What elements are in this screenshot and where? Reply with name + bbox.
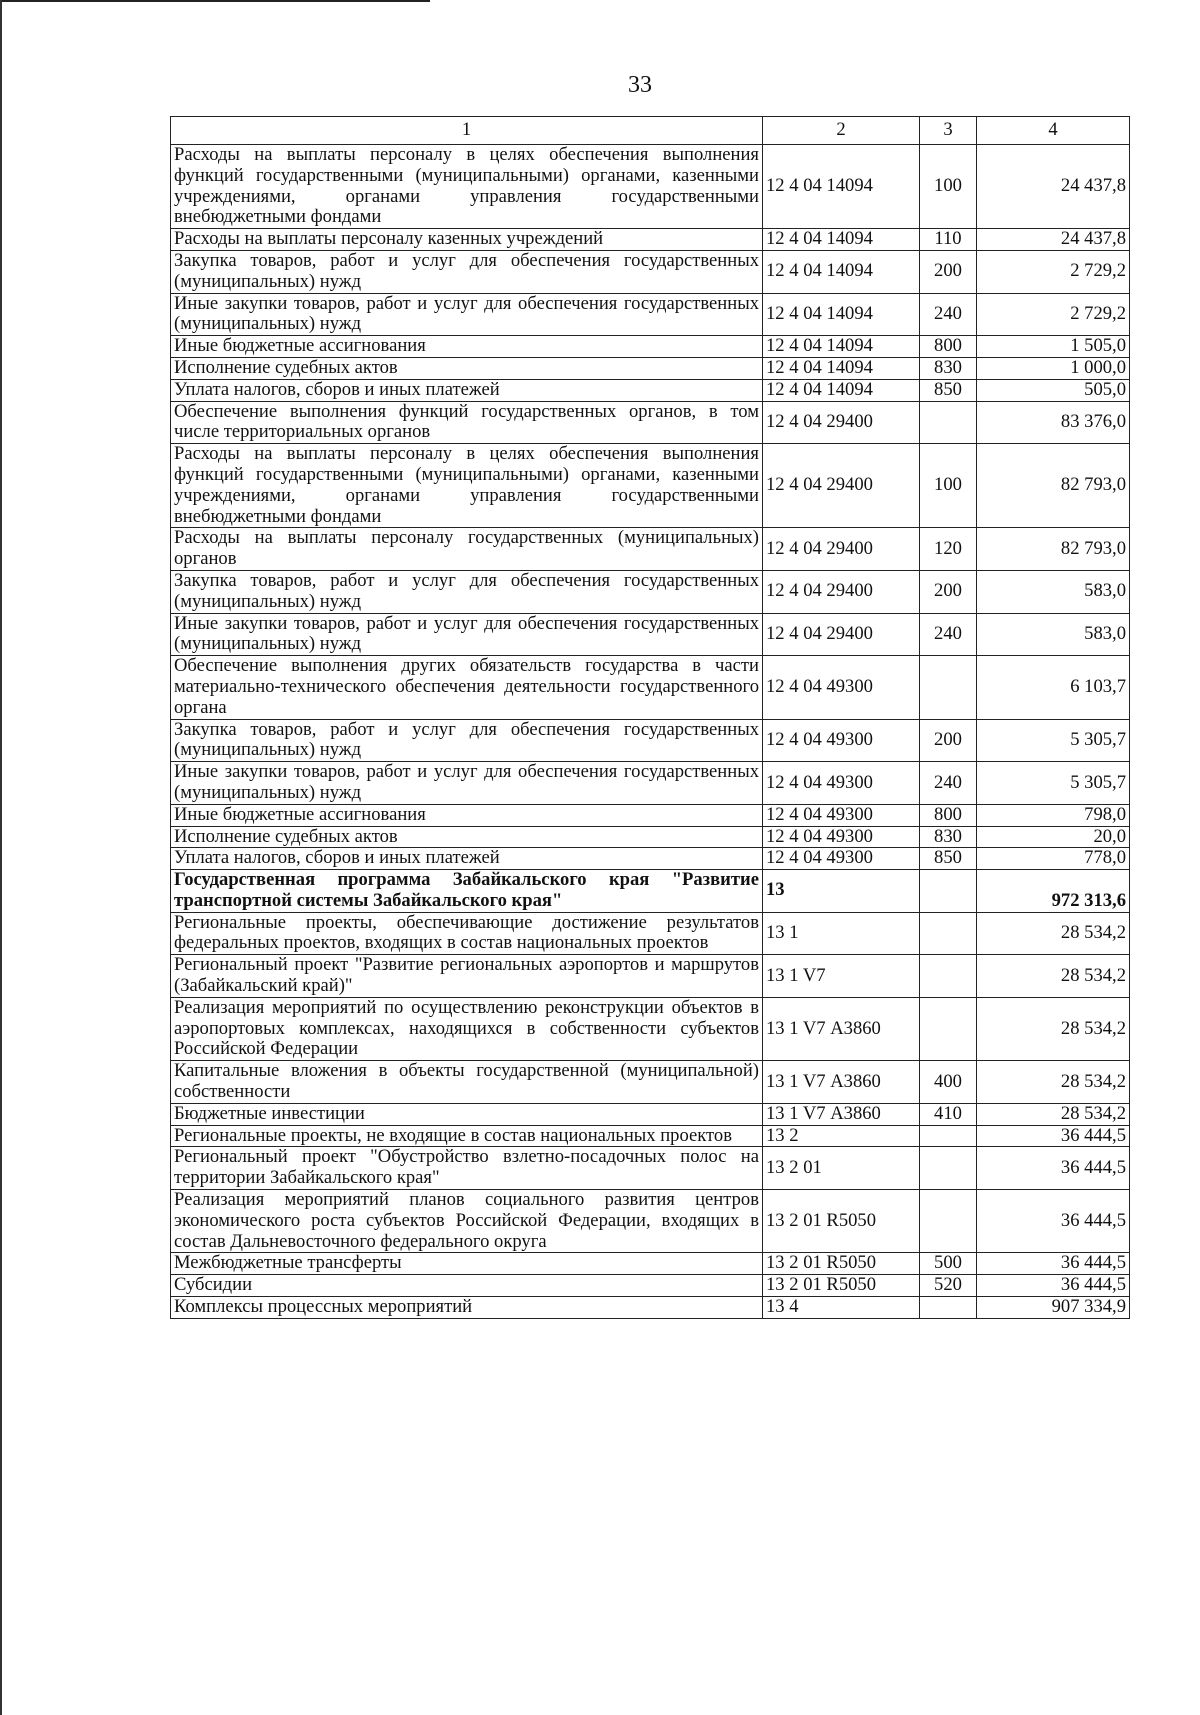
- row-name: Расходы на выплаты персоналу казенных учреждений: [171, 229, 763, 251]
- row-amount: 36 444,5: [977, 1190, 1130, 1253]
- row-name: Государственная программа Забайкальского края "Развитие транспортной системы Забайкальского края": [171, 870, 763, 913]
- table-row: [171, 379, 1130, 401]
- row-type: 410: [920, 1103, 977, 1125]
- table-header-row: [171, 117, 1130, 145]
- header-col-2: 2: [763, 117, 920, 145]
- row-name: Расходы на выплаты персоналу в целях обеспечения выполнения функций государственными (муниципальными) органами, казенными учреждениями, органами управления государственными внебюджетными фондами: [171, 444, 763, 528]
- row-name: Бюджетные инвестиции: [171, 1103, 763, 1125]
- row-type: 100: [920, 145, 977, 229]
- row-type: [920, 1147, 977, 1190]
- table-body: [171, 145, 1130, 1319]
- row-name: Реализация мероприятий планов социального развития центров экономического роста субъектов Российской Федерации, входящих в состав Дальневосточного федерального округа: [171, 1190, 763, 1253]
- table-row: [171, 1253, 1130, 1275]
- row-name: Иные бюджетные ассигнования: [171, 804, 763, 826]
- row-code: 13: [763, 870, 920, 913]
- row-amount: 583,0: [977, 613, 1130, 656]
- row-code: 12 4 04 49300: [763, 656, 920, 719]
- table-row: [171, 1147, 1130, 1190]
- row-amount: 907 334,9: [977, 1297, 1130, 1319]
- row-amount: 972 313,6: [977, 870, 1130, 913]
- row-amount: 36 444,5: [977, 1147, 1130, 1190]
- row-name: Уплата налогов, сборов и иных платежей: [171, 848, 763, 870]
- row-code: 12 4 04 29400: [763, 401, 920, 444]
- row-code: 13 1 V7 А3860: [763, 1061, 920, 1104]
- row-type: 500: [920, 1253, 977, 1275]
- row-name: Закупка товаров, работ и услуг для обеспечения государственных (муниципальных) нужд: [171, 719, 763, 762]
- row-code: 12 4 04 49300: [763, 826, 920, 848]
- row-amount: 24 437,8: [977, 229, 1130, 251]
- row-type: 100: [920, 444, 977, 528]
- row-code: 12 4 04 29400: [763, 613, 920, 656]
- row-type: 200: [920, 719, 977, 762]
- row-amount: 36 444,5: [977, 1275, 1130, 1297]
- row-amount: 1 000,0: [977, 357, 1130, 379]
- header-col-1: 1: [171, 117, 763, 145]
- header-col-3: 3: [920, 117, 977, 145]
- row-type: 200: [920, 570, 977, 613]
- row-name: Межбюджетные трансферты: [171, 1253, 763, 1275]
- row-name: Региональные проекты, не входящие в состав национальных проектов: [171, 1125, 763, 1147]
- row-amount: 6 103,7: [977, 656, 1130, 719]
- row-name: Исполнение судебных актов: [171, 357, 763, 379]
- row-code: 13 1 V7 А3860: [763, 997, 920, 1060]
- table-row: [171, 1125, 1130, 1147]
- row-amount: 5 305,7: [977, 762, 1130, 805]
- row-amount: 28 534,2: [977, 912, 1130, 955]
- row-amount: 82 793,0: [977, 444, 1130, 528]
- row-code: 12 4 04 29400: [763, 528, 920, 571]
- row-code: 13 2: [763, 1125, 920, 1147]
- table-row: [171, 997, 1130, 1060]
- row-name: Реализация мероприятий по осуществлению реконструкции объектов в аэропортовых комплексах, находящихся в собственности субъектов Российской Федерации: [171, 997, 763, 1060]
- row-code: 13 1 V7: [763, 955, 920, 998]
- row-type: [920, 656, 977, 719]
- row-name: Обеспечение выполнения функций государственных органов, в том числе территориальных органов: [171, 401, 763, 444]
- row-type: 400: [920, 1061, 977, 1104]
- row-code: 12 4 04 49300: [763, 804, 920, 826]
- row-name: Региональный проект "Обустройство взлетно-посадочных полос на территории Забайкальского края": [171, 1147, 763, 1190]
- row-type: 240: [920, 293, 977, 336]
- table-row: [171, 250, 1130, 293]
- row-amount: 2 729,2: [977, 293, 1130, 336]
- budget-table: [170, 116, 1130, 1319]
- row-type: [920, 1297, 977, 1319]
- row-name: Расходы на выплаты персоналу государственных (муниципальных) органов: [171, 528, 763, 571]
- table-row: [171, 293, 1130, 336]
- row-amount: 28 534,2: [977, 955, 1130, 998]
- row-type: [920, 401, 977, 444]
- row-code: 12 4 04 14094: [763, 379, 920, 401]
- row-amount: 28 534,2: [977, 1103, 1130, 1125]
- table-row: [171, 1061, 1130, 1104]
- row-amount: 505,0: [977, 379, 1130, 401]
- row-name: Комплексы процессных мероприятий: [171, 1297, 763, 1319]
- row-code: 12 4 04 49300: [763, 848, 920, 870]
- row-type: 120: [920, 528, 977, 571]
- row-code: 13 1 V7 А3860: [763, 1103, 920, 1125]
- table-row: [171, 444, 1130, 528]
- table-row: [171, 656, 1130, 719]
- row-type: [920, 1125, 977, 1147]
- table-row: [171, 1103, 1130, 1125]
- row-type: [920, 997, 977, 1060]
- page-number: 33: [628, 72, 652, 98]
- row-type: 850: [920, 379, 977, 401]
- row-name: Расходы на выплаты персоналу в целях обеспечения выполнения функций государственными (муниципальными) органами, казенными учреждениями, органами управления государственными внебюджетными фондами: [171, 145, 763, 229]
- row-amount: 583,0: [977, 570, 1130, 613]
- row-code: 12 4 04 49300: [763, 719, 920, 762]
- row-name: Капитальные вложения в объекты государственной (муниципальной) собственности: [171, 1061, 763, 1104]
- table-row: [171, 762, 1130, 805]
- row-code: 12 4 04 14094: [763, 229, 920, 251]
- row-code: 12 4 04 14094: [763, 145, 920, 229]
- row-amount: 778,0: [977, 848, 1130, 870]
- row-code: 13 1: [763, 912, 920, 955]
- row-type: 240: [920, 762, 977, 805]
- row-name: Уплата налогов, сборов и иных платежей: [171, 379, 763, 401]
- row-amount: 28 534,2: [977, 997, 1130, 1060]
- row-code: 13 2 01 R5050: [763, 1190, 920, 1253]
- row-amount: 1 505,0: [977, 336, 1130, 358]
- row-amount: 24 437,8: [977, 145, 1130, 229]
- row-code: 12 4 04 14094: [763, 336, 920, 358]
- row-amount: 28 534,2: [977, 1061, 1130, 1104]
- row-amount: 82 793,0: [977, 528, 1130, 571]
- row-name: Региональные проекты, обеспечивающие достижение результатов федеральных проектов, входящих в состав национальных проектов: [171, 912, 763, 955]
- row-type: 200: [920, 250, 977, 293]
- row-amount: 20,0: [977, 826, 1130, 848]
- row-code: 12 4 04 29400: [763, 444, 920, 528]
- table-row: [171, 848, 1130, 870]
- row-name: Иные бюджетные ассигнования: [171, 336, 763, 358]
- row-amount: 798,0: [977, 804, 1130, 826]
- header-col-4: 4: [977, 117, 1130, 145]
- row-amount: 83 376,0: [977, 401, 1130, 444]
- row-name: Исполнение судебных актов: [171, 826, 763, 848]
- row-name: Региональный проект "Развитие региональных аэропортов и маршрутов (Забайкальский край)": [171, 955, 763, 998]
- row-type: [920, 1190, 977, 1253]
- table-row: [171, 357, 1130, 379]
- row-name: Обеспечение выполнения других обязательств государства в части материально-технического обеспечения деятельности государственного органа: [171, 656, 763, 719]
- table-row: [171, 229, 1130, 251]
- scan-border-left: [0, 0, 2, 1715]
- row-type: [920, 912, 977, 955]
- row-name: Закупка товаров, работ и услуг для обеспечения государственных (муниципальных) нужд: [171, 570, 763, 613]
- row-name: Иные закупки товаров, работ и услуг для обеспечения государственных (муниципальных) нужд: [171, 762, 763, 805]
- row-name: Иные закупки товаров, работ и услуг для обеспечения государственных (муниципальных) нужд: [171, 293, 763, 336]
- row-code: 13 2 01 R5050: [763, 1275, 920, 1297]
- table-row: [171, 1190, 1130, 1253]
- row-code: 13 4: [763, 1297, 920, 1319]
- row-name: Субсидии: [171, 1275, 763, 1297]
- table-row: [171, 1275, 1130, 1297]
- table-row: [171, 912, 1130, 955]
- row-type: [920, 955, 977, 998]
- table-row: [171, 145, 1130, 229]
- row-type: 520: [920, 1275, 977, 1297]
- row-code: 12 4 04 14094: [763, 250, 920, 293]
- table-row: [171, 528, 1130, 571]
- table-row: [171, 955, 1130, 998]
- table-row: [171, 870, 1130, 913]
- row-code: 12 4 04 14094: [763, 357, 920, 379]
- row-type: 850: [920, 848, 977, 870]
- row-type: 830: [920, 357, 977, 379]
- row-name: Закупка товаров, работ и услуг для обеспечения государственных (муниципальных) нужд: [171, 250, 763, 293]
- row-name: Иные закупки товаров, работ и услуг для обеспечения государственных (муниципальных) нужд: [171, 613, 763, 656]
- row-type: [920, 870, 977, 913]
- row-type: 800: [920, 804, 977, 826]
- row-code: 13 2 01 R5050: [763, 1253, 920, 1275]
- row-amount: 2 729,2: [977, 250, 1130, 293]
- row-type: 240: [920, 613, 977, 656]
- row-code: 13 2 01: [763, 1147, 920, 1190]
- scan-border-top: [0, 0, 430, 2]
- row-type: 800: [920, 336, 977, 358]
- row-code: 12 4 04 49300: [763, 762, 920, 805]
- table-row: [171, 336, 1130, 358]
- row-type: 830: [920, 826, 977, 848]
- table-row: [171, 570, 1130, 613]
- row-code: 12 4 04 29400: [763, 570, 920, 613]
- row-amount: 36 444,5: [977, 1125, 1130, 1147]
- row-amount: 5 305,7: [977, 719, 1130, 762]
- table-row: [171, 826, 1130, 848]
- table-row: [171, 613, 1130, 656]
- table-row: [171, 1297, 1130, 1319]
- row-code: 12 4 04 14094: [763, 293, 920, 336]
- row-amount: 36 444,5: [977, 1253, 1130, 1275]
- table-row: [171, 401, 1130, 444]
- row-type: 110: [920, 229, 977, 251]
- table-row: [171, 719, 1130, 762]
- table-row: [171, 804, 1130, 826]
